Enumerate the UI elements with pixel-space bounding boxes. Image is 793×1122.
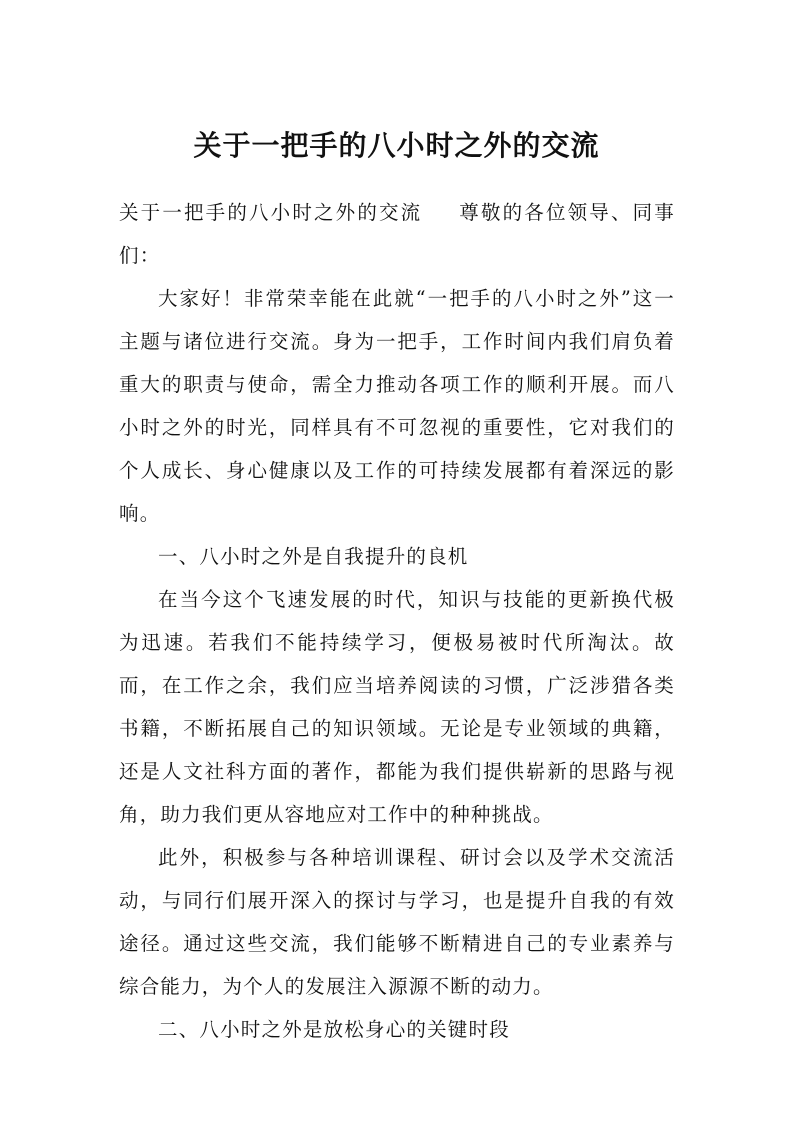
document-title: 关于一把手的八小时之外的交流 [193,129,600,162]
section-1-paragraph-2: 此外，积极参与各种培训课程、研讨会以及学术交流活动，与同行们展开深入的探讨与学习，也是提升自我的有效途径。通过这些交流，我们能够不断精进自己的专业素养与综合能力，为个人的发展注入源源不断的动力。 [119,846,675,998]
intro-lead: 关于一把手的八小时之外的交流 [119,201,423,224]
document-body [119,191,675,1051]
salutation: 尊敬的各位领导、同事们： [119,201,675,267]
section-1-paragraph-1: 在当今这个飞速发展的时代，知识与技能的更新换代极为迅速。若我们不能持续学习，便极易被时代所淘汰。故而，在工作之余，我们应当培养阅读的习惯，广泛涉猎各类书籍，不断拓展自己的知识领域。无论是专业领域的典籍，还是人文社科方面的著作，都能为我们提供崭新的思路与视角，助力我们更从容地应对工作中的种种挑战。 [119,588,675,826]
section-heading-2: 二、八小时之外是放松身心的关键时段 [158,1018,510,1041]
opening-paragraph: 大家好！非常荣幸能在此就“一把手的八小时之外”这一主题与诸位进行交流。身为一把手，工作时间内我们肩负着重大的职责与使命，需全力推动各项工作的顺利开展。而八小时之外的时光，同样具有不可忽视的重要性，它对我们的个人成长、身心健康以及工作的可持续发展都有着深远的影响。 [119,287,675,525]
section-heading-1: 一、八小时之外是自我提升的良机 [158,545,469,568]
intro-paragraph [119,191,675,277]
